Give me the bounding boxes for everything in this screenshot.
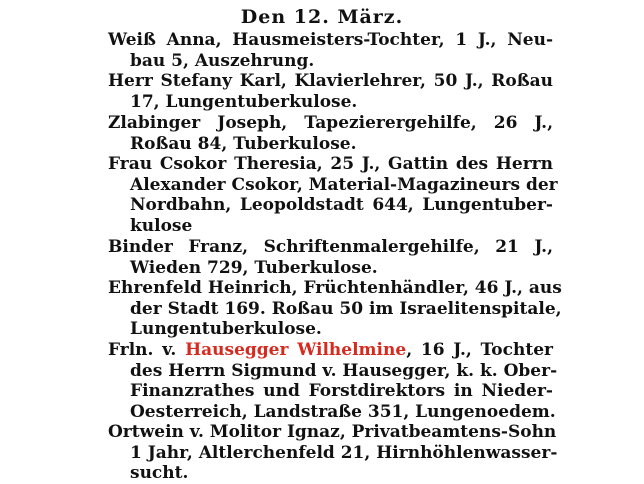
entry-line: Lungentuberkulose.	[130, 319, 322, 339]
entry-line: Zlabinger Joseph, Tapezierergehilfe, 26 J.,	[108, 113, 553, 133]
entry-line: kulose	[130, 215, 193, 236]
entry-line: Oesterreich, Landstraße 351, Lungenoedem.	[130, 401, 556, 422]
entry-text: Frln. v.	[108, 340, 186, 360]
entry-line: bau 5, Auszehrung.	[130, 50, 315, 71]
entry-line: der Stadt 169. Roßau 50 im Israelitenspitale,	[130, 298, 562, 319]
entry-line: Alexander Csokor, Material-Magazineurs der	[130, 174, 558, 195]
entry-line: Roßau 84, Tuberkulose.	[130, 133, 357, 154]
death-record-ehrenfeld	[108, 278, 562, 340]
death-record-ortwein	[108, 422, 558, 484]
entry-text: , 16 J., Tochter	[406, 340, 553, 360]
entry-line: 1 Jahr, Altlerchenfeld 21, Hirnhöhlenwasser-	[130, 442, 558, 463]
entry-line: Nordbahn, Leopoldstadt 644, Lungentuber-	[130, 195, 553, 215]
entry-line: Weiß Anna, Hausmeisters-Tochter, 1 J., Neu-	[108, 30, 553, 50]
highlighted-name: Hausegger Wilhelmine	[185, 340, 407, 360]
death-record-stefany	[108, 71, 553, 112]
entry-line: Wieden 729, Tuberkulose.	[130, 257, 378, 278]
entry-line: Finanzrathes und Forstdirektors in Nieder-	[130, 381, 553, 401]
entry-line: des Herrn Sigmund v. Hausegger, k. k. Ober-	[130, 360, 558, 381]
entry-line: Ehrenfeld Heinrich, Früchtenhändler, 46 J., aus	[108, 278, 562, 298]
entry-line: Frau Csokor Theresia, 25 J., Gattin des Herrn	[108, 154, 553, 174]
death-record-zlabinger	[108, 113, 553, 154]
entry-line: Herr Stefany Karl, Klavierlehrer, 50 J., Roßau	[108, 71, 553, 91]
death-record-hausegger	[108, 340, 558, 422]
death-record-binder	[108, 237, 553, 278]
entry-line: Ortwein v. Molitor Ignaz, Privatbeamtens-Sohn	[108, 422, 557, 442]
entry-line	[108, 340, 553, 361]
death-record-weiss	[108, 30, 553, 71]
entry-line: sucht.	[130, 463, 189, 483]
death-record-csokor	[108, 154, 558, 236]
entry-line: 17, Lungentuberkulose.	[130, 91, 358, 112]
entry-line: Binder Franz, Schriftenmalergehilfe, 21 J.,	[108, 237, 553, 257]
page-heading: Den 12. März.	[240, 6, 404, 28]
